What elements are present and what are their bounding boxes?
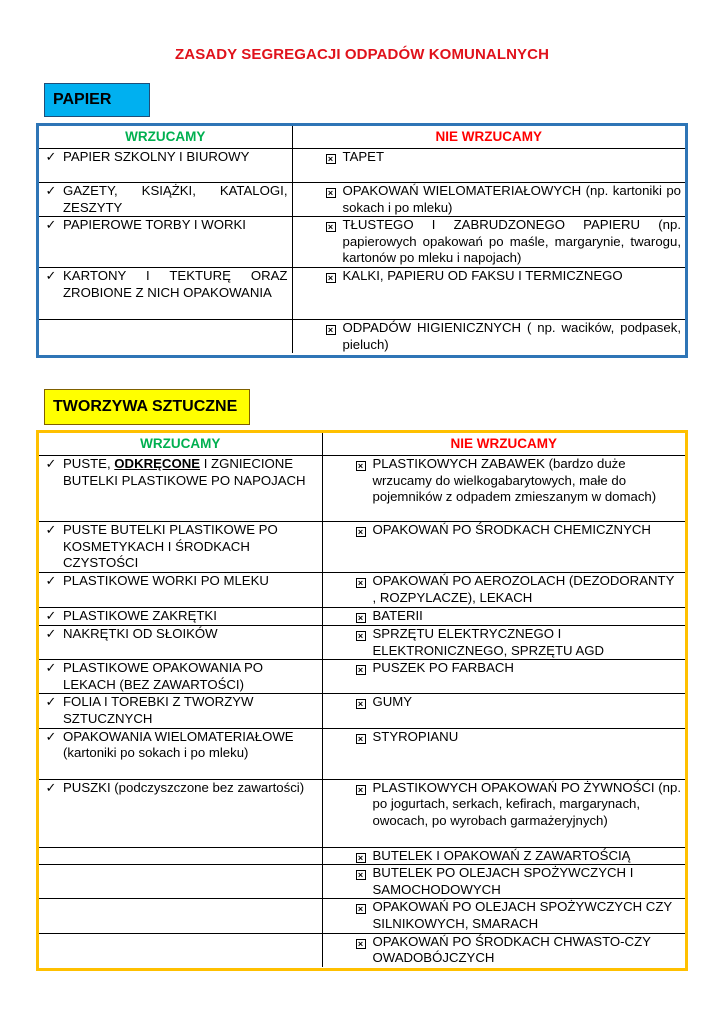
list-item: BUTELEK I OPAKOWAŃ Z ZAWARTOŚCIĄ <box>372 847 631 863</box>
emphasis-text: ODKRĘCONE <box>114 456 201 471</box>
crossed-box-icon: × <box>349 780 373 830</box>
tworzywa-no-cell <box>322 728 685 779</box>
list-item: TŁUSTEGO I ZABRUDZONEGO PAPIERU (np. papierowych opakowań po maśle, margarynie, twarogu, kartonów po mleku i napojach) <box>342 217 681 266</box>
crossed-box-icon: × <box>319 217 343 267</box>
papier-yes-cell <box>39 183 292 217</box>
tworzywa-no-cell <box>322 456 685 522</box>
tworzywa-header-yes: WRZUCAMY <box>39 433 322 456</box>
crossed-box-icon: × <box>349 865 373 898</box>
checkmark-icon: ✓ <box>45 608 57 623</box>
papier-header-no: NIE WRZUCAMY <box>292 126 685 149</box>
list-item: OPAKOWAŃ PO AEROZOLACH (DEZODORANTY , ROZPYLACZE), LEKACH <box>372 573 675 605</box>
list-item: PAPIEROWE TORBY I WORKI <box>63 217 246 233</box>
crossed-box-icon: × <box>349 729 373 746</box>
tworzywa-no-cell <box>322 573 685 608</box>
tworzywa-no-cell <box>322 660 685 694</box>
list-item: ODPADÓW HIGIENICZNYCH ( np. wacików, podpasek, pieluch) <box>342 319 681 352</box>
tworzywa-yes-cell-empty <box>39 847 322 865</box>
papier-no-cell <box>292 183 685 217</box>
tworzywa-no-cell <box>322 847 685 865</box>
papier-no-cell <box>292 267 685 319</box>
papier-yes-cell-empty <box>39 319 292 353</box>
checkmark-icon: ✓ <box>45 660 57 676</box>
list-item: PLASTIKOWE OPAKOWANIA PO LEKACH (BEZ ZAWARTOŚCI) <box>63 660 264 692</box>
list-item: PAPIER SZKOLNY I BIUROWY <box>63 149 250 164</box>
papier-yes-cell <box>39 267 292 319</box>
checkmark-icon: ✓ <box>45 779 57 795</box>
crossed-box-icon: × <box>349 573 373 606</box>
list-item: OPAKOWAŃ PO ŚRODKACH CHWASTO-CZY OWADOBÓJCZYCH <box>372 933 651 966</box>
crossed-box-icon: × <box>349 694 373 711</box>
papier-no-cell <box>292 149 685 183</box>
crossed-box-icon: × <box>349 456 373 506</box>
list-item: BATERII <box>372 608 423 623</box>
list-item: PLASTIKOWE ZAKRĘTKI <box>63 608 217 623</box>
papier-yes-cell <box>39 149 292 183</box>
crossed-box-icon: × <box>349 522 373 539</box>
crossed-box-icon: × <box>349 934 373 967</box>
papier-no-cell <box>292 319 685 353</box>
tworzywa-no-cell <box>322 899 685 933</box>
list-item: BUTELEK PO OLEJACH SPOŻYWCZYCH I SAMOCHODOWYCH <box>372 865 634 897</box>
tworzywa-yes-cell-empty <box>39 933 322 967</box>
tworzywa-yes-cell-empty <box>39 865 322 899</box>
checkmark-icon: ✓ <box>45 573 57 588</box>
checkmark-icon: ✓ <box>45 183 57 198</box>
tworzywa-yes-cell <box>39 779 322 847</box>
tworzywa-no-cell <box>322 779 685 847</box>
list-item: GUMY <box>372 694 413 710</box>
checkmark-icon: ✓ <box>45 728 57 744</box>
tworzywa-no-cell <box>322 933 685 967</box>
list-item: OPAKOWANIA WIELOMATERIAŁOWE (kartoniki po sokach i po mleku) <box>63 728 294 761</box>
crossed-box-icon: × <box>349 660 373 677</box>
tworzywa-no-cell <box>322 626 685 660</box>
tworzywa-header-no: NIE WRZUCAMY <box>322 433 685 456</box>
tworzywa-yes-cell <box>39 694 322 728</box>
list-item: PUSTE BUTELKI PLASTIKOWE PO KOSMETYKACH I ŚRODKACH CZYSTOŚCI <box>63 522 278 571</box>
checkmark-icon: ✓ <box>45 694 57 710</box>
list-item: PLASTIKOWYCH OPAKOWAŃ PO ŻYWNOŚCI (np. po jogurtach, serkach, kefirach, margarynach, owocach, po wyrobach garmażeryjnych) <box>372 779 681 828</box>
tworzywa-yes-cell <box>39 626 322 660</box>
tworzywa-no-cell <box>322 522 685 573</box>
checkmark-icon: ✓ <box>45 267 57 283</box>
checkmark-icon: ✓ <box>45 522 57 537</box>
crossed-box-icon: × <box>319 268 343 285</box>
crossed-box-icon: × <box>349 626 373 659</box>
tworzywa-yes-cell <box>39 456 322 522</box>
checkmark-icon: ✓ <box>45 456 57 471</box>
list-item: STYROPIANU <box>372 728 459 744</box>
list-item: PLASTIKOWE WORKI PO MLEKU <box>63 573 269 588</box>
list-item: PUSTE, ODKRĘCONE I ZGNIECIONE BUTELKI PLASTIKOWE PO NAPOJACH <box>63 456 306 488</box>
tworzywa-yes-cell <box>39 573 322 608</box>
papier-header-yes: WRZUCAMY <box>39 126 292 149</box>
tworzywa-yes-cell <box>39 728 322 779</box>
list-item: NAKRĘTKI OD SŁOIKÓW <box>63 626 218 641</box>
list-item: PLASTIKOWYCH ZABAWEK (bardzo duże wrzucamy do wielkogabarytowych, małe do pojemników z odpadem zmieszanym w domach) <box>372 456 657 505</box>
tworzywa-yes-cell-empty <box>39 899 322 933</box>
tworzywa-table <box>39 433 685 967</box>
crossed-box-icon: × <box>319 320 343 353</box>
crossed-box-icon: × <box>349 608 373 625</box>
list-item: SPRZĘTU ELEKTRYCZNEGO I ELEKTRONICZNEGO, SPRZĘTU AGD <box>372 626 605 658</box>
crossed-box-icon: × <box>349 899 373 932</box>
list-item: KALKI, PAPIERU OD FAKSU I TERMICZNEGO <box>342 267 623 283</box>
list-item: KARTONY I TEKTURĘ ORAZ ZROBIONE Z NICH OPAKOWANIA <box>63 267 288 300</box>
list-item: FOLIA I TOREBKI Z TWORZYW SZTUCZNYCH <box>63 694 254 726</box>
crossed-box-icon: × <box>319 183 343 216</box>
papier-table-box <box>36 123 688 358</box>
checkmark-icon: ✓ <box>45 217 57 233</box>
list-item: OPAKOWAŃ PO ŚRODKACH CHEMICZNYCH <box>372 522 651 537</box>
checkmark-icon: ✓ <box>45 626 57 641</box>
page-title: ZASADY SEGREGACJI ODPADÓW KOMUNALNYCH <box>175 46 549 63</box>
tworzywa-no-cell <box>322 608 685 626</box>
papier-no-cell <box>292 217 685 268</box>
list-item: PUSZEK PO FARBACH <box>372 660 514 676</box>
tworzywa-yes-cell <box>39 660 322 694</box>
papier-table <box>39 126 685 353</box>
list-item: GAZETY, KSIĄŻKI, KATALOGI, ZESZYTY <box>63 183 288 215</box>
list-item: PUSZKI (podczyszczone bez zawartości) <box>63 779 305 795</box>
papier-yes-cell <box>39 217 292 268</box>
tworzywa-no-cell <box>322 694 685 728</box>
crossed-box-icon: × <box>319 149 343 166</box>
tworzywa-yes-cell <box>39 608 322 626</box>
list-item: OPAKOWAŃ WIELOMATERIAŁOWYCH (np. kartoniki po sokach i po mleku) <box>342 183 681 215</box>
list-item: OPAKOWAŃ PO OLEJACH SPOŻYWCZYCH CZY SILNIKOWYCH, SMARACH <box>372 899 672 931</box>
tworzywa-yes-cell <box>39 522 322 573</box>
tworzywa-no-cell <box>322 865 685 899</box>
list-item: TAPET <box>342 149 385 164</box>
section-label-papier: PAPIER <box>44 83 150 117</box>
crossed-box-icon: × <box>349 848 373 865</box>
tworzywa-table-box <box>36 430 688 971</box>
section-label-tworzywa: TWORZYWA SZTUCZNE <box>44 389 250 425</box>
checkmark-icon: ✓ <box>45 149 57 164</box>
